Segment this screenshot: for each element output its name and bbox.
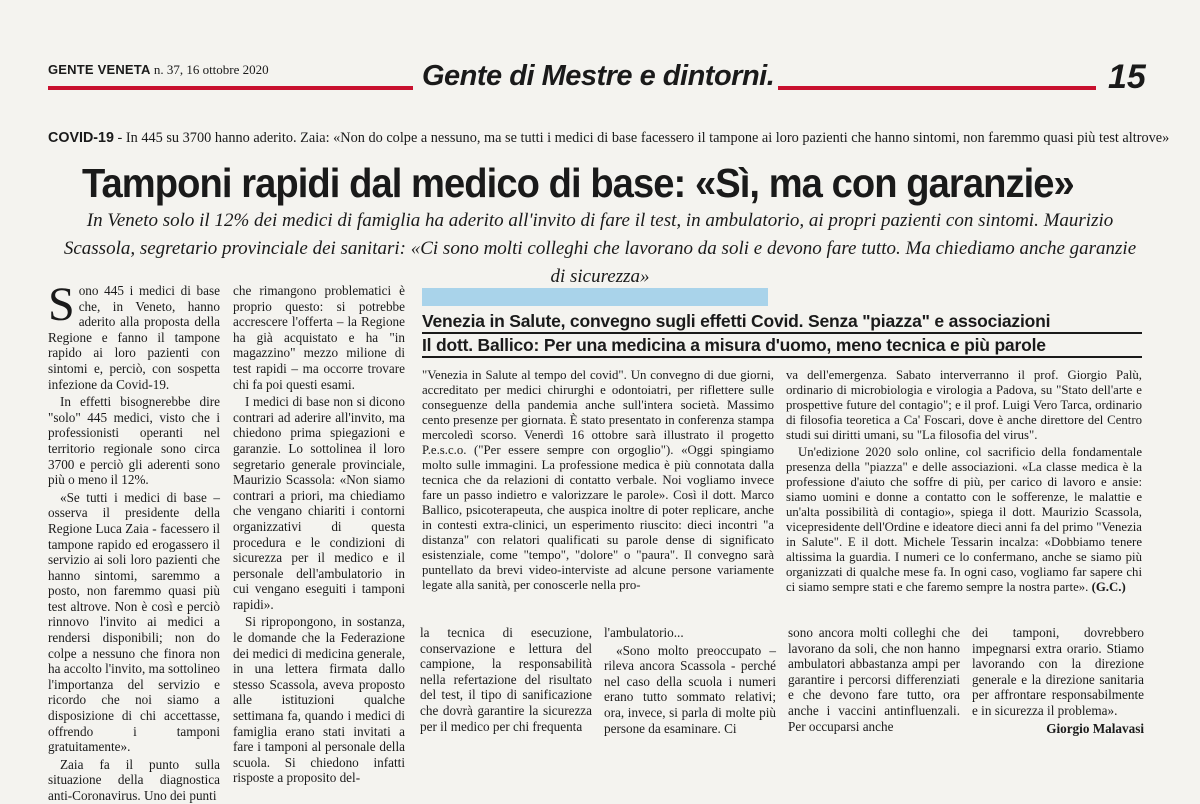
red-rule-right (778, 86, 1096, 90)
headline: Tamponi rapidi dal medico di base: «Sì, ma con garanzie» (82, 160, 1074, 206)
kicker-text: - In 445 su 3700 hanno aderito. Zaia: «Non do colpe a nessuno, ma se tutti i medici di base facessero il tampone ai loro pazienti che hanno sintomi, non faremmo quasi più test altrove» (113, 130, 1170, 146)
box-title (422, 310, 1142, 358)
col1-paragraph-1: ono 445 i medici di base che, in Veneto, hanno aderito alla proposta della Regione e fanno il tampone rapido ai loro pazienti con sintomi e, perciò, con sospetta infezione da Covid-19. (48, 283, 220, 392)
paper-name: GENTE VENETA (48, 62, 151, 77)
col1-paragraph-2: In effetti bisognerebbe dire "solo" 445 medici, visto che i professionisti operanti nel territorio regionale sono circa 3700 e perciò gli aderenti sono più o meno il 12%. (48, 394, 220, 488)
article-column-2 (233, 283, 405, 786)
box-column-a-text: "Venezia in Salute al tempo del covid". Un convegno di due giorni, accreditato per medici chirurghi e odontoiatri, per riflettere sulle conseguenze della pandemia anche sull'intera società. Massimo cento presenze per giornata. È stato presentato in conferenza stampa mercoledì scorso. Venerdì 16 ottobre sarà illustrato il progetto P.e.s.c.o. ("Per essere sempre con orgoglio"). «Oggi spingiamo molto sulle immagini. La professione medica è più connotata dalla tecnica che da relazioni di contatto verbale. Noi vogliamo invece fare un passo indietro e valorizzare le parole». Così il dott. Marco Ballico, psicoterapeuta, che auspica inoltre di poter replicare, anche in contesti extra-clinici, un esperimento riuscito: dieci incontri "a distanza" con relatori qualificati su parole dense di significato esistenziale, come "tempo", "dolore" o "paura". Il convegno sarà puntellato da brevi video-interviste ad alcune persone variamente legate alla sanità, per conoscerle nella pro- (422, 368, 774, 592)
article-column-4 (604, 625, 776, 736)
page-number: 15 (1108, 58, 1146, 96)
col2-paragraph-1: che rimangono problematici è proprio questo: si potrebbe accrescere l'offerta – la Regione ha già acquistato e ha "in magazzino" mezzo milione di test rapidi – ma occorre trovare chi fa poi questi esami. (233, 283, 405, 392)
drop-cap: S (48, 278, 75, 331)
box-initials: (G.C.) (1091, 580, 1126, 594)
box-column-b (786, 368, 1142, 594)
col4-paragraph-2: «Sono molto preoccupato – rileva ancora Scassola - perché nel caso della scuola i numeri erano tutto sommato relativi; ora, invece, si parla di molte più persone da esaminare. Ci (604, 642, 776, 736)
box-column-b-paragraph-1: va dell'emergenza. Sabato interverranno il prof. Giorgio Palù, ordinario di microbiologia e virologia a Padova, su "Stato dell'arte e prospettive future del contagio"; e il prof. Luigi Vero Tarca, ordinario di filosofia teoretica a Ca' Foscari, dove è anche direttore del Centro studi sui diritti umani, su "La filosofia del virus". (786, 368, 1142, 442)
masthead (48, 62, 269, 78)
issue-info: n. 37, 16 ottobre 2020 (153, 62, 269, 77)
col6-text: dei tamponi, dovrebbero impegnarsi extra orario. Stiamo lavorando con la direzione generale e la direzione sanitaria per affrontare responsabilmente e in sicurezza il problema». (972, 625, 1144, 718)
article-column-1 (48, 278, 220, 803)
col3-text: la tecnica di esecuzione, conservazione e lettura del campione, la responsabilità nella refertazione del risultato del test, il tipo di sanificazione che dovrà garantire la sicurezza per il medico per chi frequenta (420, 625, 592, 734)
red-rule-left (48, 86, 413, 90)
subhead: In Veneto solo il 12% dei medici di famiglia ha aderito all'invito di fare il test, in ambulatorio, ai propri pazienti con sintomi. Maurizio Scassola, segretario provinciale dei sanitari: «Ci sono molti colleghi che lavorano da soli e devono fare tutto. Ma chiediamo anche garanzie di sicurezza» (63, 210, 1137, 287)
box-title-line-1: Venezia in Salute, convegno sugli effetti Covid. Senza "piazza" e associazioni (422, 310, 1142, 334)
author-signature: Giorgio Malavasi (1046, 720, 1144, 736)
col1-paragraph-4: Zaia fa il punto sulla situazione della diagnostica anti-Coronavirus. Uno dei punti (48, 756, 220, 803)
box-title-line-2: Il dott. Ballico: Per una medicina a misura d'uomo, meno tecnica e più parole (422, 334, 1142, 358)
box-column-b-paragraph-2: Un'edizione 2020 solo online, col sacrificio della fondamentale presenza della "piazza" e delle associazioni. «La classe medica è la professione d'aiuto che soffre di più, per carico di lavoro e ansie: siamo uomini e donne a contatto con le sofferenze, le malattie e un'alta possibilità di contagio», spiega il dott. Maurizio Scassola, vicepresidente dell'Ordine e ideatore dieci anni fa del primo "Venezia in Salute". E il dott. Michele Tessarin incalza: «Dobbiamo tenere altissima la guardia. I numeri ce lo confermano, anche se siamo più organizzati di qualche mese fa. In ogni caso, vogliamo far sapere chi ci siamo sempre stati e che faremo sempre la nostra parte». (786, 445, 1142, 594)
box-column-a (422, 368, 774, 590)
article-column-6 (972, 625, 1144, 735)
col2-paragraph-3: Si ripropongono, in sostanza, le domande che la Federazione dei medici di medicina generale, in una lettera firmata dallo stesso Scassola, aveva proposto alle istituzioni qualche settimana fa, quando i medici di famiglia erano stati invitati a fare i tamponi al personale della scuola. Si chiedono infatti risposte a proposito del- (233, 614, 405, 786)
box-highlight-bar (422, 288, 768, 306)
article-column-5 (788, 625, 960, 734)
article-column-3 (420, 625, 592, 734)
kicker (48, 130, 1170, 147)
col5-text: sono ancora molti colleghi che lavorano da soli, che non hanno ambulatori abbastanza ampi per garantire i percorsi differenziati e che devono fare tutto, ora anche i vaccini antinfluenzali. Per occuparsi anche (788, 625, 960, 734)
col2-paragraph-2: I medici di base non si dicono contrari ad aderire all'invito, ma chiedono prima spiegazioni e garanzie. Lo sottolinea il loro segretario generale provinciale, Maurizio Scassola: «Non siamo contrari a priori, ma chiediamo che vengano chiariti i contorni organizzativi di questa procedura e le condizioni di sicurezza per il medico e il personale dell'ambulatorio in cui vengano eseguiti i tamponi rapidi». (233, 394, 405, 612)
col1-paragraph-3: «Se tutti i medici di base – osserva il presidente della Regione Luca Zaia - facessero il tampone rapido ed erogassero il servizio ai soli loro pazienti che hanno sintomi, saremmo a posto, non faremmo quasi più test altrove. Non è così e perciò rinnovo l'invito ai medici a rendersi disponibili; non do colpe a nessuno che finora non ha accolto l'invito, ma sottolineo l'importanza del servizio e ricordo che noi siamo a disposizione di chi accettasse, offrendo i tamponi gratuitamente». (48, 489, 220, 755)
section-title: Gente di Mestre e dintorni. (422, 60, 775, 92)
kicker-label: COVID-19 (48, 130, 114, 146)
col4-paragraph-1: l'ambulatorio... (604, 625, 684, 640)
